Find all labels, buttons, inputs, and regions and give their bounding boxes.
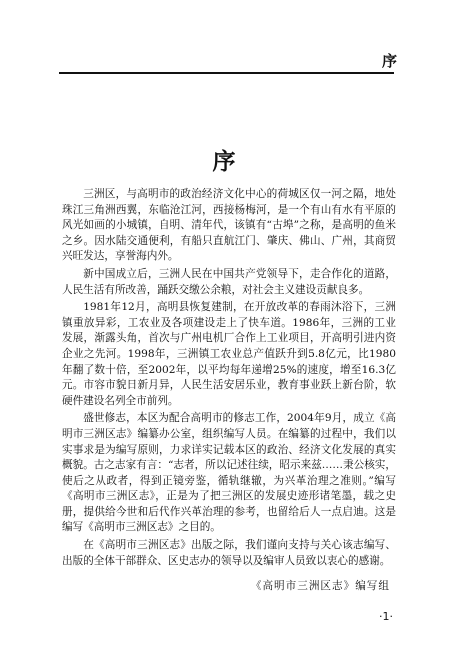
header-rule [59,72,394,74]
paragraph-2: 新中国成立后，三洲人民在中国共产党领导下，走合作化的道路，人民生活有所改善，踊跃交缴公余粮，对社会主义建设贡献良多。 [62,267,396,296]
page-title: 序 [212,149,238,175]
page-number: ·1· [379,610,393,623]
signature: 《高明市三洲区志》编写组 [250,580,390,592]
running-header-title: 序 [381,52,397,70]
paragraph-4: 盛世修志，本区为配合高明市的修志工作，2004年9月，成立《高明市三洲区志》编纂办公室，组织编写人员。在编纂的过程中，我们以实事求是为编写原则，力求详实记载本区的政治、经济文化发展的真实概貌。古之志家有言：“志者，所以记述往续，昭示来兹……秉公核实，使后之从政者，得到正镜旁鉴，循轨继辙，为兴革治理之准则。”编写《高明市三洲区志》，正是为了把三洲区的发展史迹形诸笔墨，载之史册，提供给今世和后代作兴革治理的参考，也留给后人一点启迪。这是编写《高明市三洲区志》之目的。 [62,412,396,534]
paragraph-1: 三洲区，与高明市的政治经济文化中心的荷城区仅一河之隔，地处珠江三角洲西翼，东临沧江河，西接杨梅河，是一个有山有水有平原的风光如画的小城镇，自明、清年代，该镇有“古埠”之称，是高明的鱼米之乡。因水陆交通便利，有船只直航江门、肇庆、佛山、广州，其商贸兴旺发达，享誉海内外。 [62,188,396,263]
preface-body [62,187,396,571]
paragraph-3: 1981年12月，高明县恢复建制，在开放改革的春雨沐浴下，三洲镇重放异彩，工农业及各项建设走上了快车道。1986年，三洲的工业发展，渐露头角，首次与广州电机厂合作上工业项目，开高明引进内资企业之先河。1998年，三洲镇工农业总产值跃升到5.8亿元，比1980年翻了数十倍，至2002年，以平均每年递增25%的速度，增至16.3亿元。市容市貌日新月异，人民生活安居乐业，教育事业跃上新台阶，软硬件建设名列全市前列。 [62,301,396,407]
paragraph-5: 在《高明市三洲区志》出版之际，我们谨向支持与关心该志编写、出版的全体干部群众、区史志办的领导以及编审人员致以衷心的感谢。 [62,539,396,567]
